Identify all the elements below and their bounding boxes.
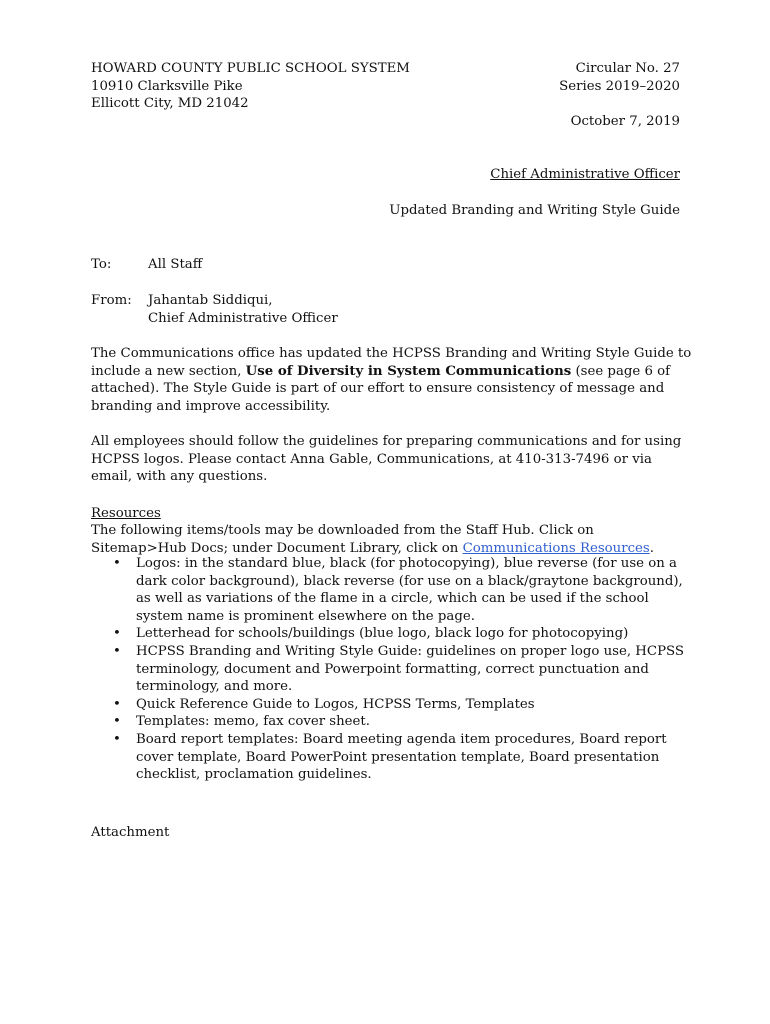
to-label: To: (91, 257, 112, 272)
list-item-text: Letterhead for schools/buildings (blue logo, black logo for photocopying) (136, 626, 629, 642)
office-title: Chief Administrative Officer (490, 167, 680, 182)
list-item-text: Quick Reference Guide to Logos, HCPSS Terms, Templates (136, 696, 535, 712)
list-item (91, 555, 693, 625)
org-city: Ellicott City, MD 21042 (91, 96, 249, 111)
bullet-icon: • (113, 643, 121, 659)
to-value: All Staff (148, 257, 203, 272)
bullet-icon: • (113, 556, 121, 571)
bullet-icon: • (113, 696, 121, 712)
communications-resources-link[interactable]: Communications Resources (462, 540, 650, 556)
paragraph-guidelines: All employees should follow the guidelines for preparing communications and for using HCPSS logos. Please contact Anna Gable, Communications, at 410-313-7496 or via email, with any questions. (91, 434, 682, 485)
paragraph-update (91, 345, 693, 415)
list-item (91, 643, 693, 696)
from-name: Jahantab Siddiqui, (148, 293, 273, 308)
resources-intro-text: The following items/tools may be downloaded from the Staff Hub. Click on Sitemap>Hub Docs; under Document Library, click on (91, 523, 594, 556)
list-item-text: Templates: memo, fax cover sheet. (136, 714, 370, 730)
circular-number: Circular No. 27 (575, 61, 680, 76)
org-name: HOWARD COUNTY PUBLIC SCHOOL SYSTEM (91, 61, 410, 76)
list-item (91, 731, 693, 784)
bullet-icon: • (113, 626, 121, 642)
memo-date: October 7, 2019 (570, 114, 680, 129)
para1-text-start: The Communications office has updated the HCPSS Branding and Writing Style Guide to include a new section, (91, 346, 692, 379)
resources-intro (91, 522, 693, 557)
list-item (91, 713, 693, 731)
para1-text-end: (see page 6 of attached). The Style Guide is part of our effort to ensure consistency of message and branding and improve accessibility. (91, 363, 671, 414)
series: Series 2019–2020 (559, 79, 680, 94)
from-label: From: (91, 293, 132, 308)
list-item-text: Logos: in the standard blue, black (for photocopying), blue reverse (for use on a dark color background), black reverse (for use on a black/graytone background), as well as variations of the flame in a circle, which can be used if the school system name is prominent elsewhere on the page. (136, 556, 683, 624)
attachment-label: Attachment (91, 825, 170, 840)
list-item (91, 625, 693, 643)
subject-line: Updated Branding and Writing Style Guide (389, 203, 680, 218)
resources-heading: Resources (91, 506, 161, 521)
resources-list (91, 555, 693, 784)
from-title: Chief Administrative Officer (148, 311, 338, 326)
list-item-text: Board report templates: Board meeting agenda item procedures, Board report cover template, Board PowerPoint presentation template, Board presentation checklist, proclamation guidelines. (136, 731, 667, 783)
resources-intro-end: . (649, 540, 654, 556)
bullet-icon: • (113, 731, 121, 747)
bullet-icon: • (113, 714, 121, 730)
para1-bold-section: Use of Diversity in System Communications (245, 363, 572, 379)
org-street: 10910 Clarksville Pike (91, 79, 243, 94)
list-item (91, 696, 693, 714)
list-item-text: HCPSS Branding and Writing Style Guide: guidelines on proper logo use, HCPSS terminology, document and Powerpoint formatting, correct punctuation and terminology, and more. (136, 643, 685, 695)
